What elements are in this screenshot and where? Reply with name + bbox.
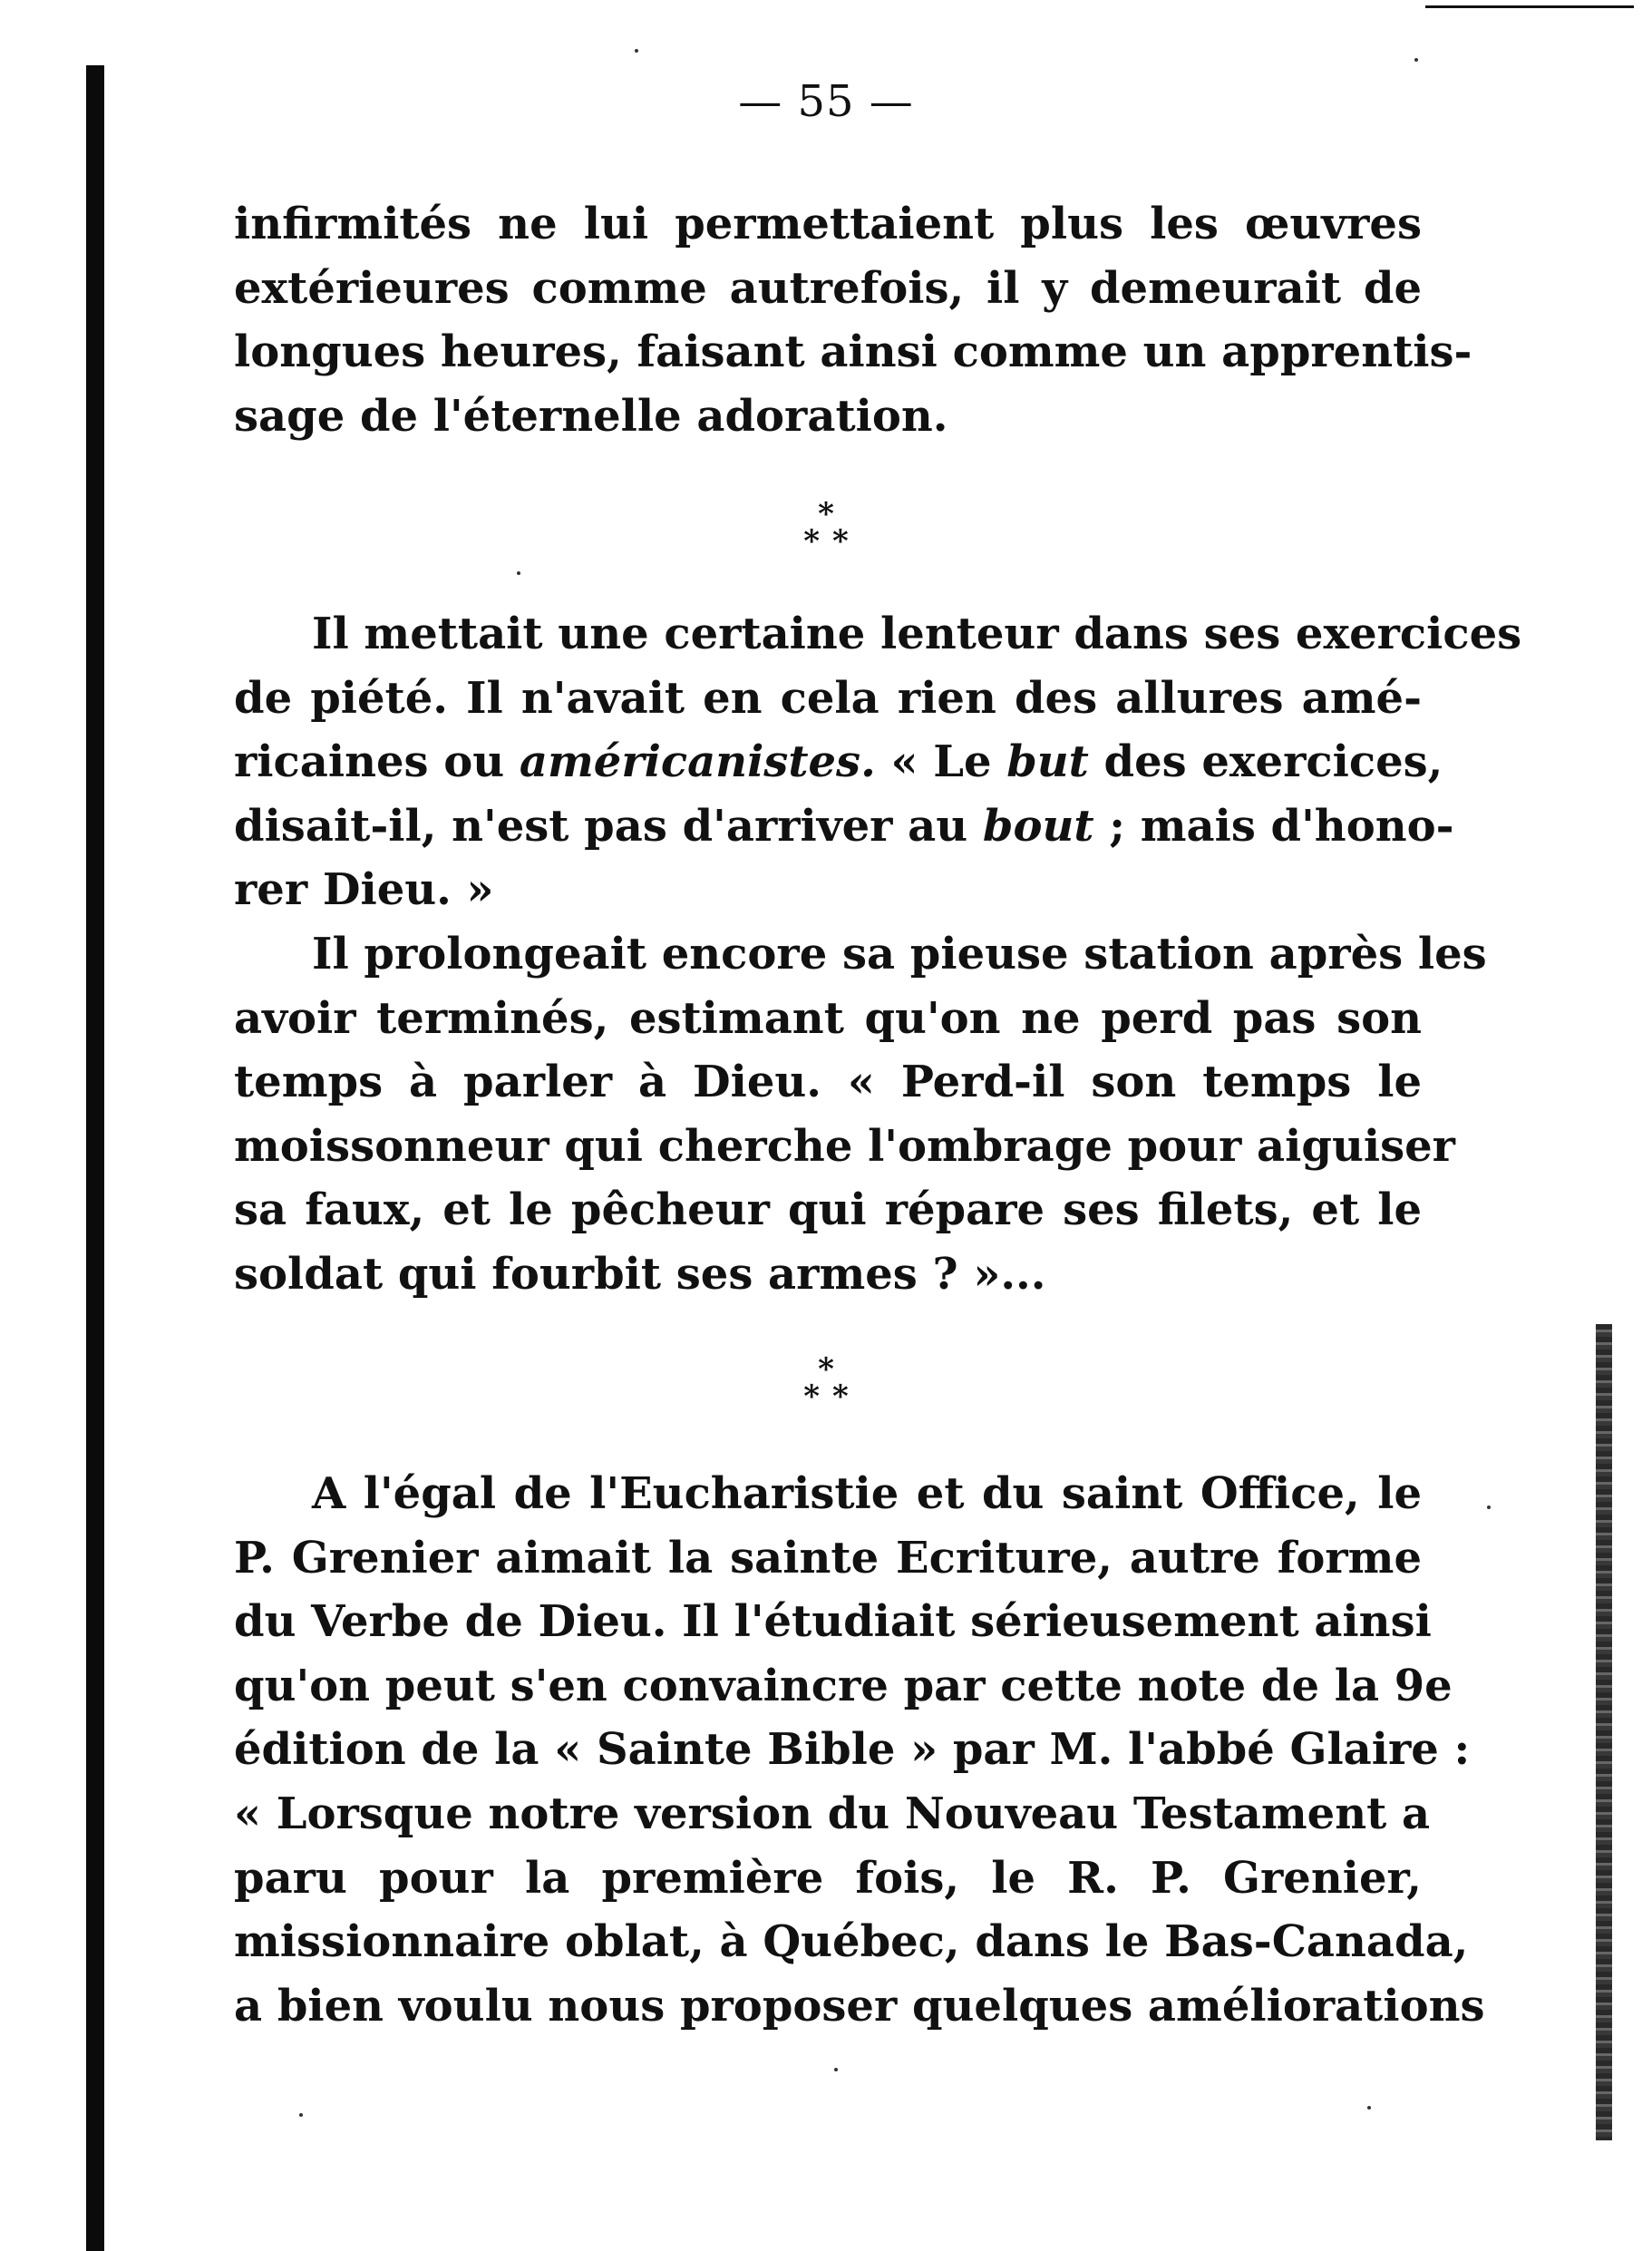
page-edge-shadow — [1596, 1324, 1612, 2140]
asterism-top: * — [818, 496, 834, 532]
italic-word: but — [1006, 736, 1089, 788]
text-line: A l'égal de l'Eucharistie et du saint Office, le — [312, 1468, 1422, 1519]
text-line: moissonneur qui cherche l'ombrage pour aiguiser — [234, 1120, 1455, 1172]
text-line: extérieures comme autrefois, il y demeurait de — [234, 262, 1422, 314]
text-line: Il mettait une certaine lenteur dans ses exercices — [312, 609, 1522, 659]
scan-speck — [635, 49, 638, 53]
text-line: de piété. Il n'avait en cela rien des allures amé- — [234, 672, 1422, 724]
text-line: ricaines ou américanistes. « Le but des exercices, — [234, 736, 1443, 788]
scan-speck — [1414, 58, 1418, 62]
text-line: édition de la « Sainte Bible » par M. l'abbé Glaire : — [234, 1724, 1471, 1776]
asterism-separator — [0, 496, 1652, 560]
scan-border-mark — [1425, 5, 1634, 8]
text-line: infirmités ne lui permettaient plus les œuvres — [234, 199, 1422, 249]
paragraph-exercises — [234, 602, 1522, 922]
text-line: rer Dieu. » — [234, 864, 494, 916]
scan-speck — [1367, 2106, 1371, 2110]
asterism-separator — [0, 1351, 1652, 1415]
text-line: sa faux, et le pêcheur qui répare ses filets, et le — [234, 1184, 1422, 1236]
text-line: Il prolongeait encore sa pieuse station après les — [312, 929, 1487, 979]
paragraph-continued — [234, 192, 1472, 448]
text-line: sage de l'éternelle adoration. — [234, 390, 948, 442]
text-line: du Verbe de Dieu. Il l'étudiait sérieusement ainsi — [234, 1596, 1432, 1648]
text-line: missionnaire oblat, à Québec, dans le Bas-Canada, — [234, 1916, 1469, 1968]
text-line: disait-il, n'est pas d'arriver au bout ; mais d'hono- — [234, 800, 1454, 852]
text-line: longues heures, faisant ainsi comme un apprentis- — [234, 326, 1472, 378]
text-line: qu'on peut s'en convaincre par cette note de la 9e — [234, 1660, 1453, 1711]
paragraph-scripture — [234, 1462, 1485, 2038]
asterism-top: * — [818, 1351, 834, 1388]
scan-speck — [299, 2113, 303, 2117]
text-line: « Lorsque notre version du Nouveau Testament a — [234, 1788, 1431, 1839]
scan-speck — [834, 2068, 838, 2071]
asterism-bottom: ** — [803, 523, 861, 560]
binding-edge-shadow — [86, 65, 104, 2251]
paragraph-prayer — [234, 922, 1487, 1307]
text-line: temps à parler à Dieu. « Perd-il son temps le — [234, 1057, 1422, 1108]
text-line: avoir terminés, estimant qu'on ne perd pas son — [234, 992, 1422, 1044]
text-line: a bien voulu nous proposer quelques améliorations — [234, 1980, 1485, 2032]
page-number: — 55 — — [738, 76, 914, 127]
asterism-bottom: ** — [803, 1379, 861, 1415]
text-line: paru pour la première fois, le R. P. Grenier, — [234, 1852, 1422, 1904]
text-line: soldat qui fourbit ses armes ? »... — [234, 1248, 1046, 1300]
text-line: P. Grenier aimait la sainte Ecriture, autre forme — [234, 1532, 1422, 1583]
scan-speck — [1487, 1506, 1491, 1509]
scan-speck — [517, 571, 520, 575]
italic-word: américanistes. — [519, 736, 876, 788]
italic-word: bout — [982, 800, 1094, 852]
